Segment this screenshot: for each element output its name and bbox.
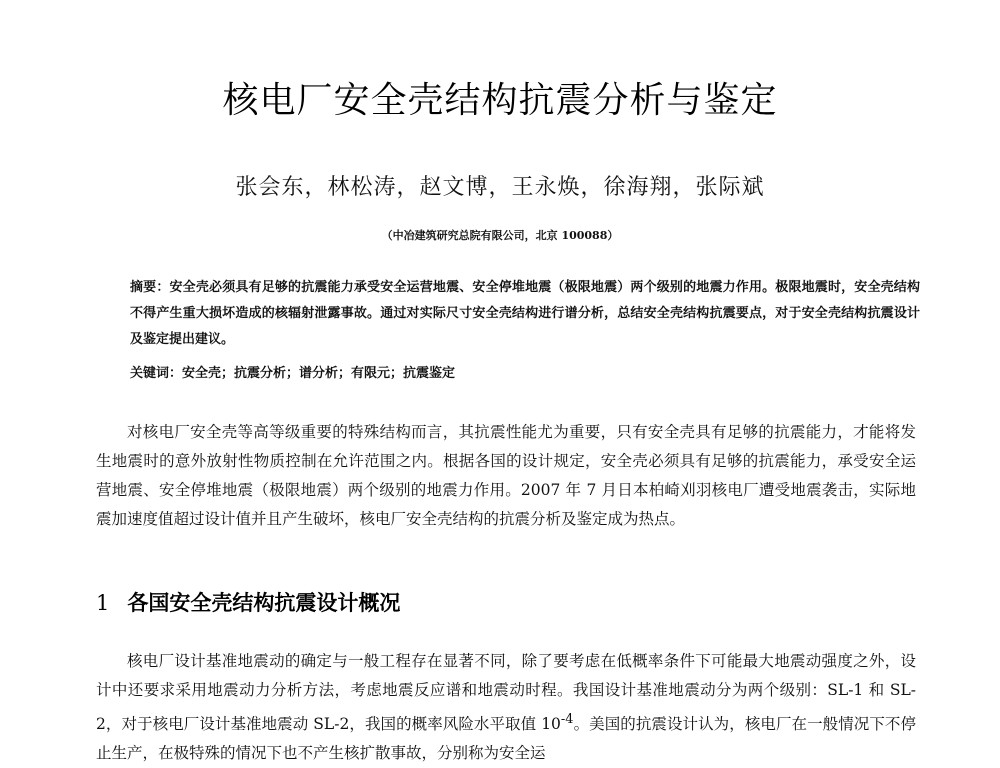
author-list: 张会东，林松涛，赵文博，王永焕，徐海翔，张际斌 — [235, 175, 765, 200]
abstract — [130, 275, 920, 353]
section-heading-1 — [96, 587, 400, 617]
keywords — [130, 363, 920, 385]
keywords-text: 安全壳；抗震分析；谱分析；有限元；抗震鉴定 — [182, 366, 456, 381]
paragraph-text-before: 核电厂设计基准地震动的确定与一般工程存在显著不同，除了要考虑在低概率条件下可能最大地震动强度之外，设计中还要求采用地震动力分析方法，考虑地震反应谱和地震动时程。我国设计基准地震动分为两个级别：SL-1 和 SL-2，对于核电厂设计基准地震动 SL-2，我国的概率风险水平取值 10 — [96, 652, 916, 734]
section-number: 1 — [96, 591, 110, 615]
affiliation: （中冶建筑研究总院有限公司，北京 100088） — [381, 229, 619, 242]
abstract-text: 安全壳必须具有足够的抗震能力承受安全运营地震、安全停堆地震（极限地震）两个级别的地震力作用。极限地震时，安全壳结构不得产生重大损坏造成的核辐射泄露事故。通过对实际尺寸安全壳结构进行谱分析，总结安全壳结构抗震要点，对于安全壳结构抗震设计及鉴定提出建议。 — [130, 280, 920, 347]
keywords-label: 关键词： — [130, 366, 183, 381]
paper-title: 核电厂安全壳结构抗震分析与鉴定 — [222, 80, 778, 121]
abstract-label: 摘要： — [130, 280, 170, 295]
section-1-paragraph — [96, 647, 916, 768]
intro-paragraph: 对核电厂安全壳等高等级重要的特殊结构而言，其抗震性能尤为重要，只有安全壳具有足够的抗震能力，才能将发生地震时的意外放射性物质控制在允许范围之内。根据各国的设计规定，安全壳必须具有足够的抗震能力，承受安全运营地震、安全停堆地震（极限地震）两个级别的地震力作用。2007 年 7 月日本柏崎刈羽核电厂遭受地震袭击，实际地震加速度值超过设计值并且产生破坏，核电厂安全壳结构的抗震分析及鉴定成为热点。 — [96, 423, 916, 528]
paragraph-text-after: 。美国的抗震设计认为，核电厂在一般情况下不停止生产，在极特殊的情况下也不产生核扩散事故，分别称为安全运 — [96, 715, 916, 763]
exponent: -4 — [560, 712, 574, 727]
section-title: 各国安全壳结构抗震设计概况 — [127, 591, 401, 615]
